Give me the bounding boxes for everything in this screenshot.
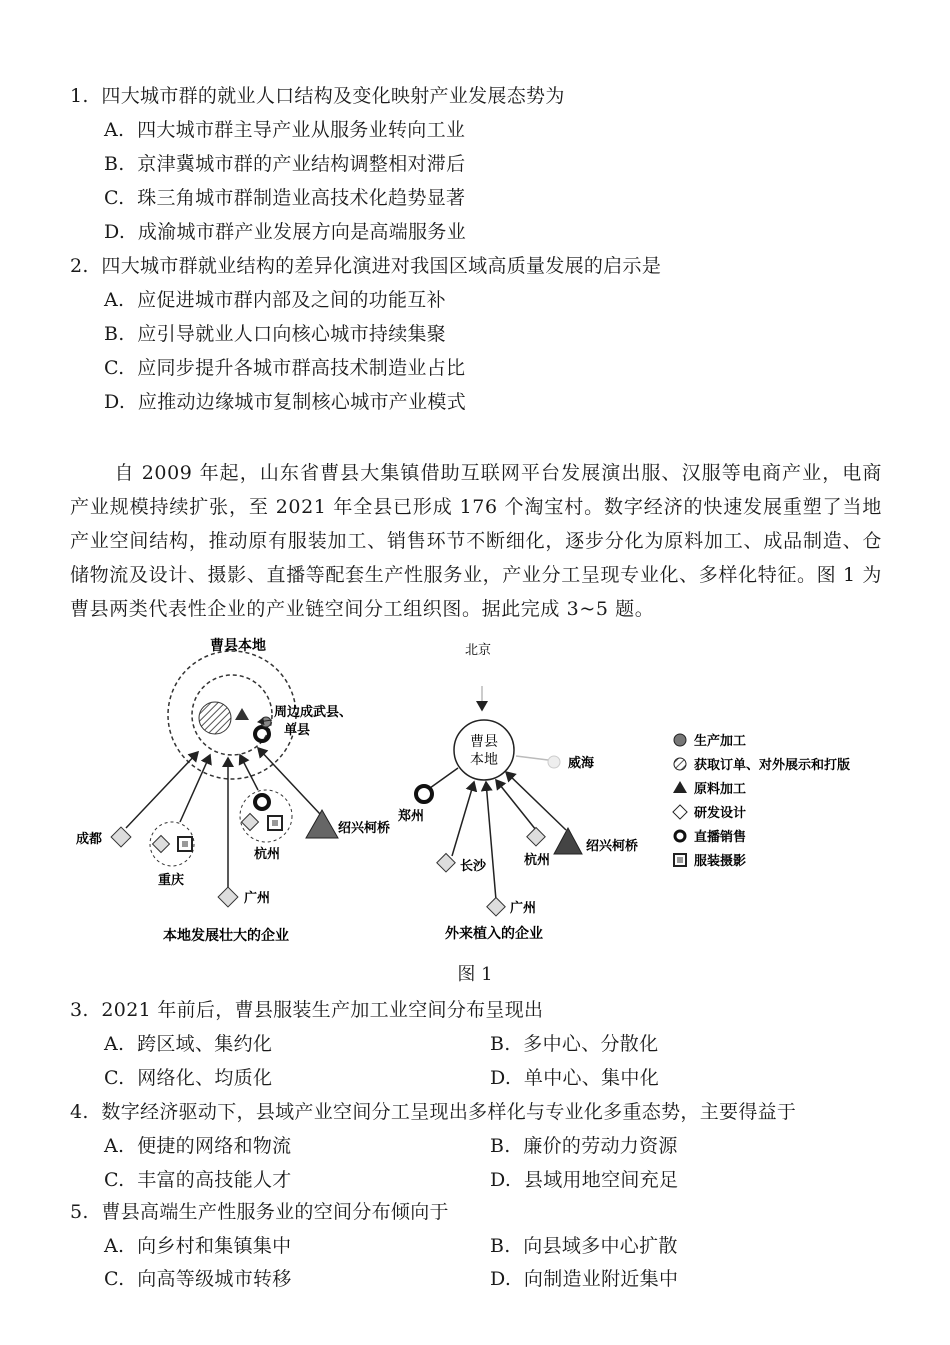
question-2-option-c: C. 应同步提升各城市群高技术制造业占比 <box>104 357 466 379</box>
hangzhou-link <box>240 755 258 790</box>
right-diagram-title: 外来植入的企业 <box>445 926 543 942</box>
left-diagram <box>76 637 390 944</box>
question-1-option-a: A. 四大城市群主导产业从服务业转向工业 <box>104 119 466 141</box>
triangle-icon <box>673 781 687 793</box>
place-hangzhou: 杭州 <box>254 847 281 862</box>
question-4-option-a: A. 便捷的网络和物流 <box>104 1135 292 1157</box>
triangle-icon <box>554 828 582 854</box>
right-center-label-1: 曹县 <box>470 734 498 750</box>
question-2-option-b: B. 应引导就业人口向核心城市持续集聚 <box>104 323 447 345</box>
legend-label-production: 生产加工 <box>694 734 747 749</box>
diamond-icon <box>487 898 505 916</box>
diamond-icon <box>527 828 545 846</box>
reading-passage: 自 2009 年起，山东省曹县大集镇借助互联网平台发展演出服、汉服等电商产业，电商产业规模持续扩张，至 2021 年全县已形成 176 个淘宝村。数字经济的快速发展重塑了当地产业空间结构，推动原有服装加工、销售环节不断细化，逐步分化为原料加工、成品制造、仓储物流及设计、摄影、直播等配套生产性服务业，产业分工呈现专业化、多样化特征。图 1 为曹县两类代表性企业的产业链空间分工组织图。据此完成 3~5 题。 <box>70 462 882 620</box>
question-3-option-a: A. 跨区域、集约化 <box>104 1033 273 1055</box>
question-5-option-b: B. 向县域多中心扩散 <box>490 1235 678 1257</box>
place-chongqing: 重庆 <box>158 873 185 888</box>
diamond-icon <box>153 836 170 853</box>
ring-icon <box>416 786 432 802</box>
neighbor-label: 周边成武县、 <box>274 705 353 720</box>
place-guangzhou-right: 广州 <box>510 901 537 916</box>
right-center-label-2: 本地 <box>470 752 498 768</box>
legend-label-orders: 获取订单、对外展示和打版 <box>694 758 851 773</box>
question-4-stem: 4. 数字经济驱动下，县域产业空间分工呈现出多样化与专业化多重态势，主要得益于 <box>70 1101 797 1123</box>
place-beijing: 北京 <box>464 643 492 658</box>
zhengzhou-link <box>430 768 458 788</box>
figure-1 <box>0 630 950 950</box>
left-diagram-title: 本地发展壮大的企业 <box>163 928 289 944</box>
diamond-icon <box>437 854 455 872</box>
question-5-option-a: A. 向乡村和集镇集中 <box>104 1235 292 1257</box>
place-hangzhou-right: 杭州 <box>524 853 551 868</box>
question-1-option-b: B. 京津冀城市群的产业结构调整相对滞后 <box>104 153 466 175</box>
question-5-option-c: C. 向高等级城市转移 <box>104 1268 292 1290</box>
diamond-icon <box>111 827 131 847</box>
question-3-option-d: D. 单中心、集中化 <box>490 1067 659 1089</box>
place-weihai: 威海 <box>568 756 595 771</box>
guangzhou-right-link <box>486 782 496 900</box>
question-3-stem: 3. 2021 年前后，曹县服装生产加工业空间分布呈现出 <box>70 999 544 1021</box>
place-keqiao-right: 绍兴柯桥 <box>586 839 639 854</box>
hangzhou-right-link <box>496 780 536 830</box>
chengdu-link <box>126 752 198 828</box>
question-5-option-d: D. 向制造业附近集中 <box>490 1268 679 1290</box>
place-changsha: 长沙 <box>460 859 487 874</box>
question-4-option-d: D. 县域用地空间充足 <box>490 1169 679 1191</box>
keqiao-right-link <box>506 772 566 830</box>
diamond-icon <box>673 805 687 819</box>
ring-icon <box>255 795 269 809</box>
diamond-icon <box>218 887 238 907</box>
place-guangzhou: 广州 <box>244 891 271 906</box>
chongqing-link <box>180 755 210 822</box>
changsha-link <box>452 782 474 856</box>
weihai-dot <box>548 756 560 768</box>
question-4-option-c: C. 丰富的高技能人才 <box>104 1169 292 1191</box>
question-3-option-c: C. 网络化、均质化 <box>104 1067 273 1089</box>
filled-circle-icon <box>261 717 271 727</box>
question-3-option-b: B. 多中心、分散化 <box>490 1033 659 1055</box>
ring-icon <box>255 727 269 741</box>
question-2-stem: 2. 四大城市群就业结构的差异化演进对我国区域高质量发展的启示是 <box>70 255 662 277</box>
framed-square-inner <box>182 841 188 847</box>
hatched-circle-icon <box>674 758 686 770</box>
framed-square-inner <box>272 820 278 826</box>
triangle-icon <box>306 810 338 838</box>
right-diagram <box>397 642 638 942</box>
place-zhengzhou: 郑州 <box>398 809 425 824</box>
question-1-stem: 1. 四大城市群的就业人口结构及变化映射产业发展态势为 <box>70 85 565 107</box>
weihai-link <box>516 756 548 760</box>
ring-icon <box>675 831 685 841</box>
legend-label-design: 研发设计 <box>694 806 747 821</box>
legend-label-material: 原料加工 <box>694 782 747 797</box>
legend-label-photo: 服装摄影 <box>694 854 747 869</box>
question-4-option-b: B. 廉价的劳动力资源 <box>490 1135 678 1157</box>
neighbor-label-2: 单县 <box>284 723 311 738</box>
hatched-circle-icon <box>199 702 231 734</box>
question-2-option-a: A. 应促进城市群内部及之间的功能互补 <box>104 289 446 311</box>
figure-caption: 图 1 <box>457 964 493 985</box>
question-2-option-d: D. 应推动边缘城市复制核心城市产业模式 <box>104 391 466 413</box>
triangle-icon <box>235 708 249 720</box>
question-5-stem: 5. 曹县高端生产性服务业的空间分布倾向于 <box>70 1201 449 1223</box>
filled-circle-icon <box>674 734 686 746</box>
framed-square-inner <box>677 857 683 863</box>
place-chengdu: 成都 <box>76 832 103 847</box>
place-keqiao: 绍兴柯桥 <box>338 821 391 836</box>
question-1-option-d: D. 成渝城市群产业发展方向是高端服务业 <box>104 221 466 243</box>
legend <box>673 733 850 869</box>
right-center-circle <box>454 720 514 780</box>
legend-label-livestream: 直播销售 <box>694 830 747 845</box>
diamond-icon <box>242 814 259 831</box>
left-center-label: 曹县本地 <box>210 638 266 654</box>
question-1-option-c: C. 珠三角城市群制造业高技术化趋势显著 <box>104 187 466 209</box>
